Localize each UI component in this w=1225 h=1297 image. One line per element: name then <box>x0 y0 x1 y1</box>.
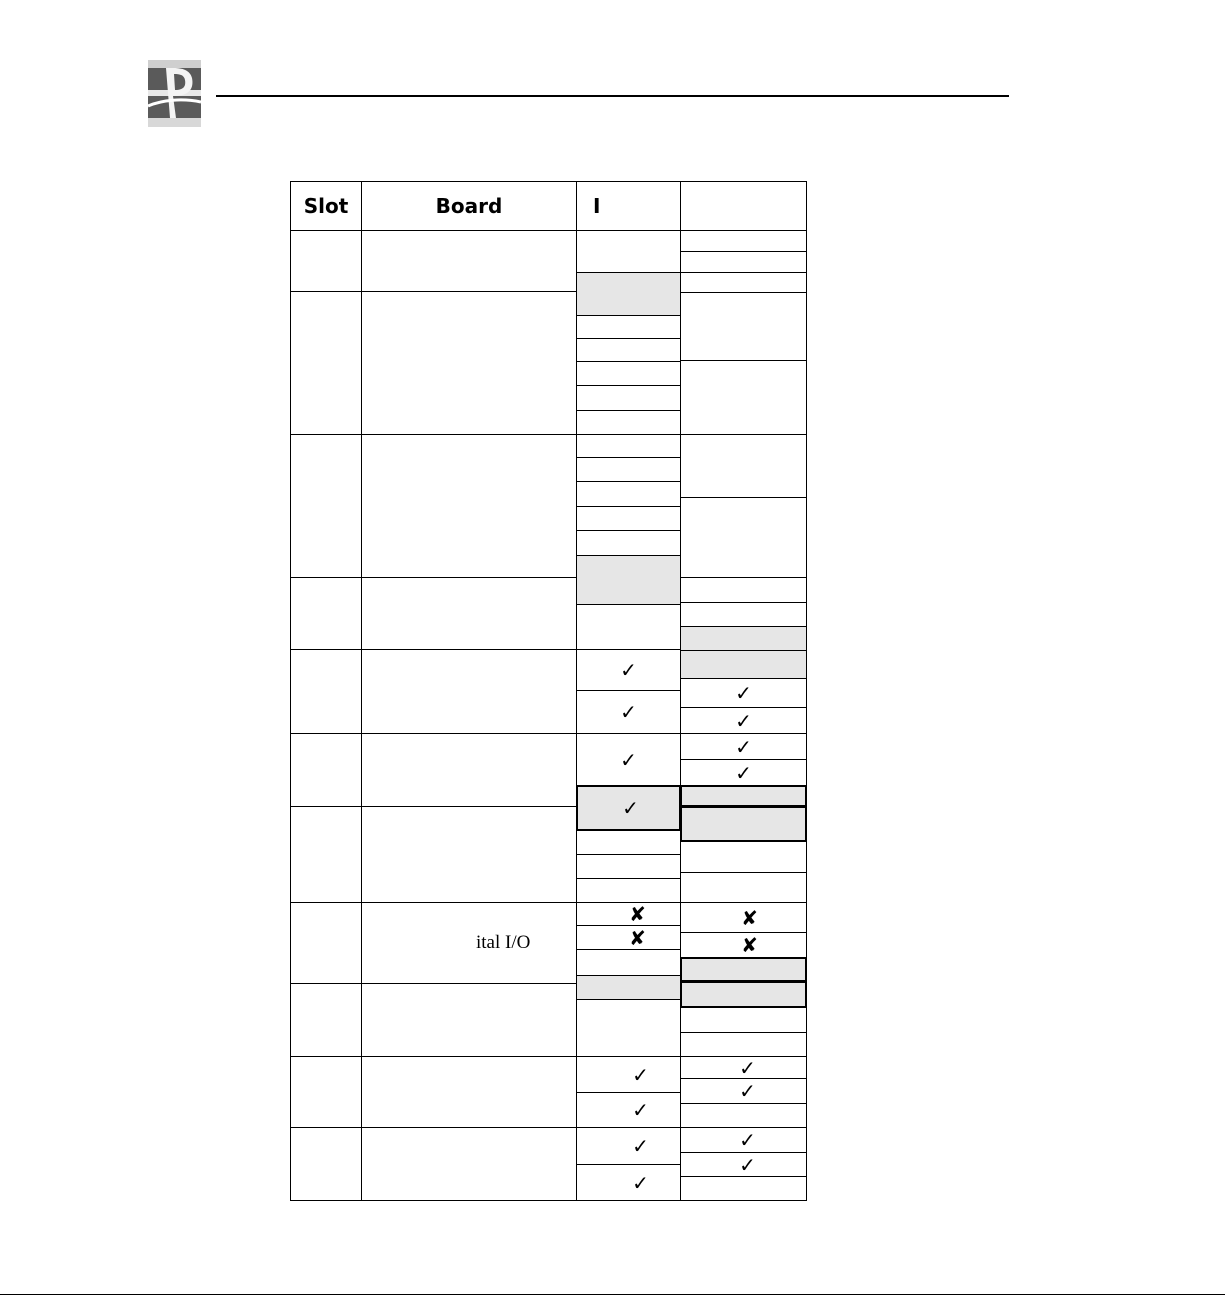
col3-cell <box>576 902 681 926</box>
col4-cell <box>680 1032 807 1057</box>
cross-mark-icon: ✘ <box>629 902 646 926</box>
col3-cell <box>576 555 681 605</box>
check-mark-icon: ✓ <box>739 1079 756 1103</box>
col3-cell <box>576 975 681 1000</box>
col3-cell <box>576 361 681 386</box>
col3-cell <box>576 785 681 831</box>
col3-cell <box>576 410 681 435</box>
check-mark-icon: ✓ <box>632 1134 649 1158</box>
board-cell <box>361 230 577 292</box>
col4-cell <box>680 1176 807 1201</box>
col4-cell <box>680 626 807 651</box>
col4-cell <box>680 957 807 982</box>
col4-cell <box>680 577 807 603</box>
check-mark-icon: ✓ <box>620 700 637 724</box>
col3-cell <box>576 338 681 362</box>
col4-cell <box>680 678 807 708</box>
bottom-rule <box>0 1294 1225 1295</box>
board-cell <box>361 806 577 903</box>
board-cell <box>361 1127 577 1201</box>
slot-column-header: Slot <box>303 194 349 218</box>
col3-cell <box>576 315 681 339</box>
col3-cell <box>576 1164 681 1201</box>
board-column-header: Board <box>435 194 503 218</box>
slot-cell <box>290 733 362 807</box>
board-cell <box>361 733 577 807</box>
col4-cell <box>680 806 807 842</box>
check-mark-icon: ✓ <box>632 1170 649 1195</box>
slot-cell <box>290 230 362 292</box>
check-mark-icon: ✓ <box>632 1098 649 1122</box>
col4-cell <box>680 707 807 734</box>
col3-cell <box>576 925 681 950</box>
slot-cell <box>290 434 362 578</box>
col4-cell <box>680 1056 807 1079</box>
col3-column-header: I <box>593 194 601 218</box>
col3-cell <box>576 830 681 855</box>
col4-cell <box>680 251 807 273</box>
col3-cell <box>576 949 681 976</box>
slot-cell <box>290 983 362 1057</box>
board-cell <box>361 649 577 734</box>
col3-cell <box>576 1056 681 1093</box>
board-cell <box>361 902 577 984</box>
cross-mark-icon: ✘ <box>741 905 758 930</box>
col4-cell <box>680 602 807 627</box>
board-name: ital I/O <box>476 932 531 953</box>
col3-cell <box>576 530 681 556</box>
header-slot <box>290 181 362 231</box>
col4-cell <box>680 872 807 903</box>
cross-mark-icon: ✘ <box>741 933 758 957</box>
check-mark-icon: ✓ <box>739 1056 756 1079</box>
col3-cell <box>576 878 681 903</box>
slot-cell <box>290 806 362 903</box>
col4-cell <box>680 360 807 435</box>
check-mark-icon: ✓ <box>735 734 752 759</box>
slot-cell <box>290 1056 362 1128</box>
cross-mark-icon: ✘ <box>629 925 646 950</box>
col4-cell <box>680 841 807 873</box>
board-cell <box>361 434 577 578</box>
board-cell <box>361 983 577 1057</box>
check-mark-icon: ✓ <box>739 1152 756 1177</box>
slot-cell <box>290 577 362 650</box>
col4-cell <box>680 497 807 578</box>
slot-cell <box>290 649 362 734</box>
slot-cell <box>290 902 362 984</box>
board-cell <box>361 577 577 650</box>
col3-cell <box>576 690 681 734</box>
col4-cell <box>680 1078 807 1104</box>
board-cell <box>361 291 577 435</box>
col4-cell <box>680 650 807 679</box>
check-mark-icon: ✓ <box>735 760 752 785</box>
col4-cell <box>680 434 807 498</box>
col3-cell <box>576 230 681 273</box>
col3-cell <box>576 272 681 316</box>
col4-cell <box>680 272 807 293</box>
col3-cell <box>576 854 681 879</box>
col3-cell <box>576 999 681 1057</box>
check-mark-icon: ✓ <box>632 1062 649 1087</box>
col3-cell <box>576 733 681 786</box>
header-col3 <box>576 181 681 231</box>
header-col4 <box>680 181 807 231</box>
col4-cell <box>680 1103 807 1128</box>
board-cell <box>361 1056 577 1128</box>
check-mark-icon: ✓ <box>620 658 637 682</box>
col4-cell <box>680 932 807 958</box>
col3-cell <box>576 1092 681 1128</box>
col4-cell <box>680 902 807 933</box>
col4-cell <box>680 733 807 760</box>
col3-cell <box>576 506 681 531</box>
col3-cell <box>576 604 681 650</box>
col4-cell <box>680 1127 807 1153</box>
col3-cell <box>576 1127 681 1165</box>
col4-cell <box>680 759 807 786</box>
check-mark-icon: ✓ <box>622 796 639 820</box>
col4-cell <box>680 1152 807 1177</box>
header-board <box>361 181 577 231</box>
check-mark-icon: ✓ <box>735 681 752 705</box>
check-mark-icon: ✓ <box>739 1128 756 1152</box>
col4-cell <box>680 230 807 252</box>
slot-cell <box>290 1127 362 1201</box>
check-mark-icon: ✓ <box>735 708 752 733</box>
col3-cell <box>576 457 681 482</box>
col3-cell <box>576 481 681 507</box>
col4-cell <box>680 1007 807 1033</box>
slot-cell <box>290 291 362 435</box>
col3-cell <box>576 434 681 458</box>
col3-cell <box>576 649 681 691</box>
col4-cell <box>680 981 807 1008</box>
check-mark-icon: ✓ <box>620 747 637 772</box>
col3-cell <box>576 385 681 411</box>
col4-cell <box>680 785 807 807</box>
col4-cell <box>680 292 807 361</box>
